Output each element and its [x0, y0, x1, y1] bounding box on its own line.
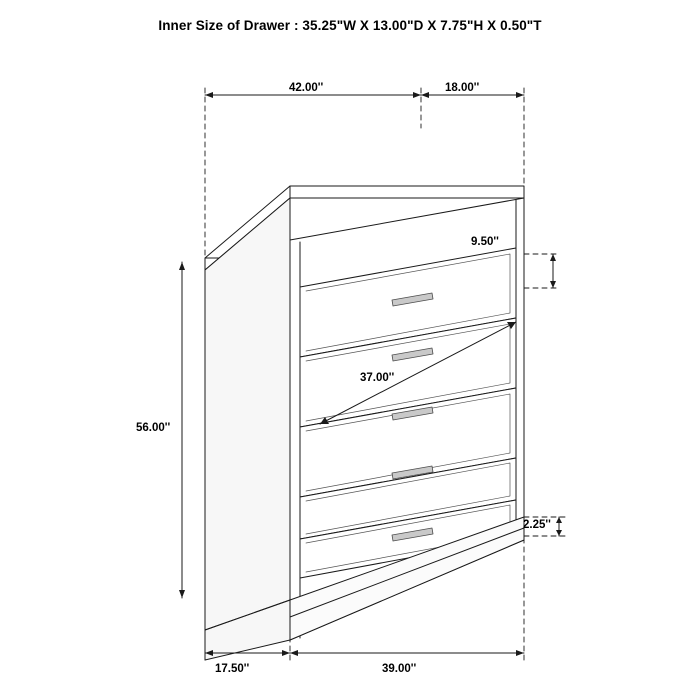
dim-base-depth: 17.50''	[215, 663, 250, 675]
dim-side-upper: 9.50''	[471, 236, 499, 248]
dim-top-depth: 18.00''	[445, 82, 480, 94]
dim-base-width: 39.00''	[382, 663, 417, 675]
dim-plinth: 2.25''	[523, 519, 551, 531]
chest-left-side	[205, 198, 290, 640]
dim-top-width: 42.00''	[289, 82, 324, 94]
page-title: Inner Size of Drawer : 35.25"W X 13.00"D X 7.75"H X 0.50"T	[158, 18, 542, 33]
dim-height: 56.00''	[136, 422, 171, 434]
dim-diagonal: 37.00''	[360, 372, 395, 384]
